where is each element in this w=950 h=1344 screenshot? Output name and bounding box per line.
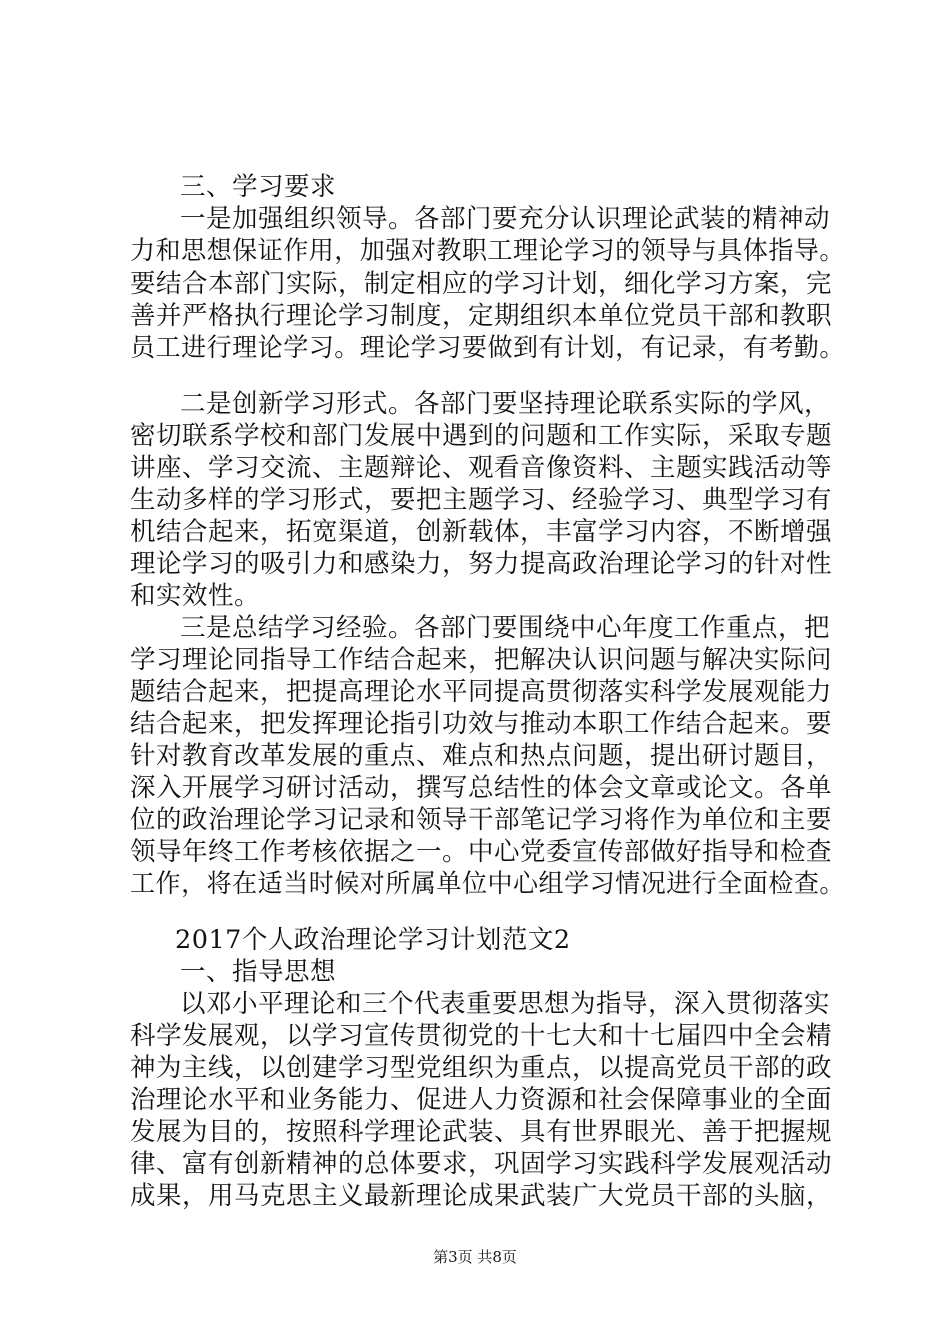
paragraph-line: 机结合起来，拓宽渠道，创新载体，丰富学习内容，不断增强 — [130, 517, 833, 547]
article-title: 2017个人政治理论学习计划范文2 — [175, 925, 571, 955]
paragraph-line: 讲座、学习交流、主题辩论、观看音像资料、主题实践活动等 — [130, 453, 833, 483]
paragraph-line: 三是总结学习经验。各部门要围绕中心年度工作重点，把 — [180, 613, 831, 643]
paragraph-line: 成果，用马克思主义最新理论成果武装广大党员干部的头脑， — [130, 1181, 833, 1211]
paragraph-line: 发展为目的，按照科学理论武装、具有世界眼光、善于把握规 — [130, 1117, 833, 1147]
section-heading-guiding-ideology: 一、指导思想 — [180, 957, 337, 987]
paragraph-line: 密切联系学校和部门发展中遇到的问题和工作实际，采取专题 — [130, 421, 833, 451]
paragraph-line: 结合起来，把发挥理论指引功效与推动本职工作结合起来。要 — [130, 709, 833, 739]
paragraph-line: 工作，将在适当时候对所属单位中心组学习情况进行全面检查。 — [130, 869, 845, 899]
paragraph-line: 力和思想保证作用，加强对教职工理论学习的领导与具体指导。 — [130, 236, 845, 266]
page-number-footer: 第3页 共8页 — [433, 1248, 517, 1266]
paragraph-line: 理论学习的吸引力和感染力，努力提高政治理论学习的针对性 — [130, 549, 833, 579]
paragraph-line: 二是创新学习形式。各部门要坚持理论联系实际的学风， — [180, 389, 831, 419]
paragraph-line: 题结合起来，把提高理论水平同提高贯彻落实科学发展观能力 — [130, 677, 833, 707]
section-heading-requirements: 三、学习要求 — [180, 172, 337, 202]
paragraph-line: 律、富有创新精神的总体要求，巩固学习实践科学发展观活动 — [130, 1149, 833, 1179]
paragraph-line: 要结合本部门实际，制定相应的学习计划，细化学习方案，完 — [130, 269, 833, 299]
paragraph-line: 治理论水平和业务能力、促进人力资源和社会保障事业的全面 — [130, 1085, 833, 1115]
paragraph-line: 员工进行理论学习。理论学习要做到有计划，有记录，有考勤。 — [130, 333, 845, 363]
paragraph-line: 学习理论同指导工作结合起来，把解决认识问题与解决实际问 — [130, 645, 833, 675]
paragraph-line: 神为主线，以创建学习型党组织为重点，以提高党员干部的政 — [130, 1053, 833, 1083]
paragraph-line: 针对教育改革发展的重点、难点和热点问题，提出研讨题目， — [130, 741, 833, 771]
paragraph-line: 领导年终工作考核依据之一。中心党委宣传部做好指导和检查 — [130, 837, 833, 867]
paragraph-line: 生动多样的学习形式，要把主题学习、经验学习、典型学习有 — [130, 485, 833, 515]
paragraph-line: 以邓小平理论和三个代表重要思想为指导，深入贯彻落实 — [180, 989, 831, 1019]
paragraph-line: 位的政治理论学习记录和领导干部笔记学习将作为单位和主要 — [130, 805, 833, 835]
paragraph-line: 一是加强组织领导。各部门要充分认识理论武装的精神动 — [180, 204, 831, 234]
paragraph-line: 和实效性。 — [130, 581, 261, 611]
paragraph-line: 科学发展观，以学习宣传贯彻党的十七大和十七届四中全会精 — [130, 1021, 833, 1051]
paragraph-line: 深入开展学习研讨活动，撰写总结性的体会文章或论文。各单 — [130, 773, 833, 803]
paragraph-line: 善并严格执行理论学习制度，定期组织本单位党员干部和教职 — [130, 301, 833, 331]
